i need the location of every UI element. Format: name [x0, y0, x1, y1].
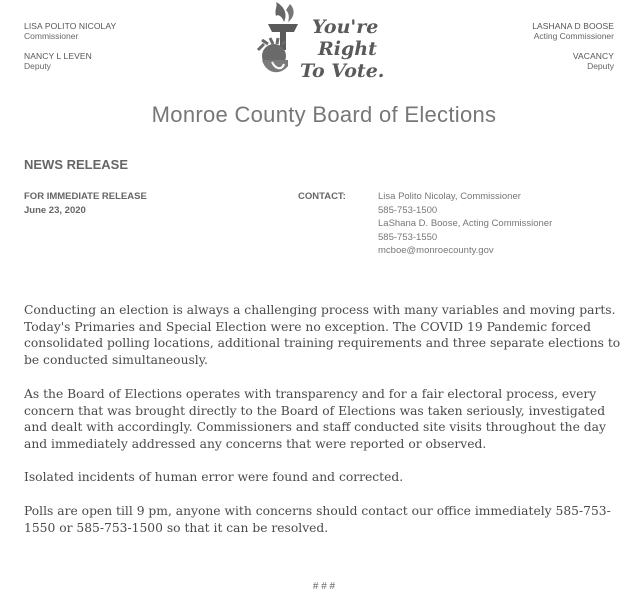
- contact-label: CONTACT:: [298, 191, 346, 202]
- logo-line-2: Right: [318, 38, 377, 60]
- vacancy-role: Deputy: [587, 61, 614, 71]
- logo-line-3: To Vote.: [300, 60, 385, 82]
- paragraph-2: As the Board of Elections operates with transparency and for a fair electoral process, every concern that was brought directly to the Board of Elections was taken seriously, investigated and dealt with accordingly. Commissioners and staff conducted site visits throughout the day and immediately addressed any concerns that were reported or observed.: [24, 387, 606, 451]
- news-release-heading: NEWS RELEASE: [24, 157, 129, 172]
- commissioner-role: Commissioner: [24, 31, 79, 41]
- paragraph-4: Polls are open till 9 pm, anyone with concerns should contact our office immediately 585-753-1550 or 585-753-1500 so that it can be resolved.: [24, 504, 611, 535]
- organization-title: Monroe County Board of Elections: [151, 102, 497, 127]
- contact-phone-2: 585-753-1550: [378, 231, 438, 243]
- acting-commissioner-role: Acting Commissioner: [533, 31, 614, 41]
- acting-commissioner-name: LASHANA D BOOSE: [532, 21, 614, 31]
- commissioner-name: LISA POLITO NICOLAY: [24, 21, 117, 31]
- deputy-name: NANCY L LEVEN: [24, 51, 92, 61]
- contact-block: [378, 190, 552, 258]
- contact-acting-commissioner: LaShana D. Boose, Acting Commissioner: [378, 218, 553, 229]
- release-label: FOR IMMEDIATE RELEASE: [24, 191, 147, 202]
- vacancy-name: VACANCY: [572, 51, 614, 61]
- paragraph-3: Isolated incidents of human error were found and corrected.: [24, 470, 404, 484]
- contact-commissioner: Lisa Polito Nicolay, Commissioner: [378, 191, 521, 202]
- contact-phone-1: 585-753-1500: [378, 204, 438, 216]
- letterhead-right: [532, 21, 614, 71]
- release-date: June 23, 2020: [24, 205, 86, 216]
- contact-email[interactable]: mcboe@monroecounty.gov: [378, 245, 494, 256]
- logo-line-1: You're: [312, 16, 379, 38]
- deputy-role: Deputy: [24, 61, 51, 71]
- end-mark: # # #: [312, 581, 336, 592]
- letterhead-left: [24, 21, 116, 71]
- logo: [254, 0, 384, 98]
- paragraph-1: Conducting an election is always a challenging process with many variables and moving parts. Today's Primaries and Special Election were no exception. The COVID 19 Pandemic forced consolidated polling locations, additional training requirements and three separate elections to be conducted simultaneously.: [24, 303, 621, 367]
- logo-slogan: [300, 16, 392, 82]
